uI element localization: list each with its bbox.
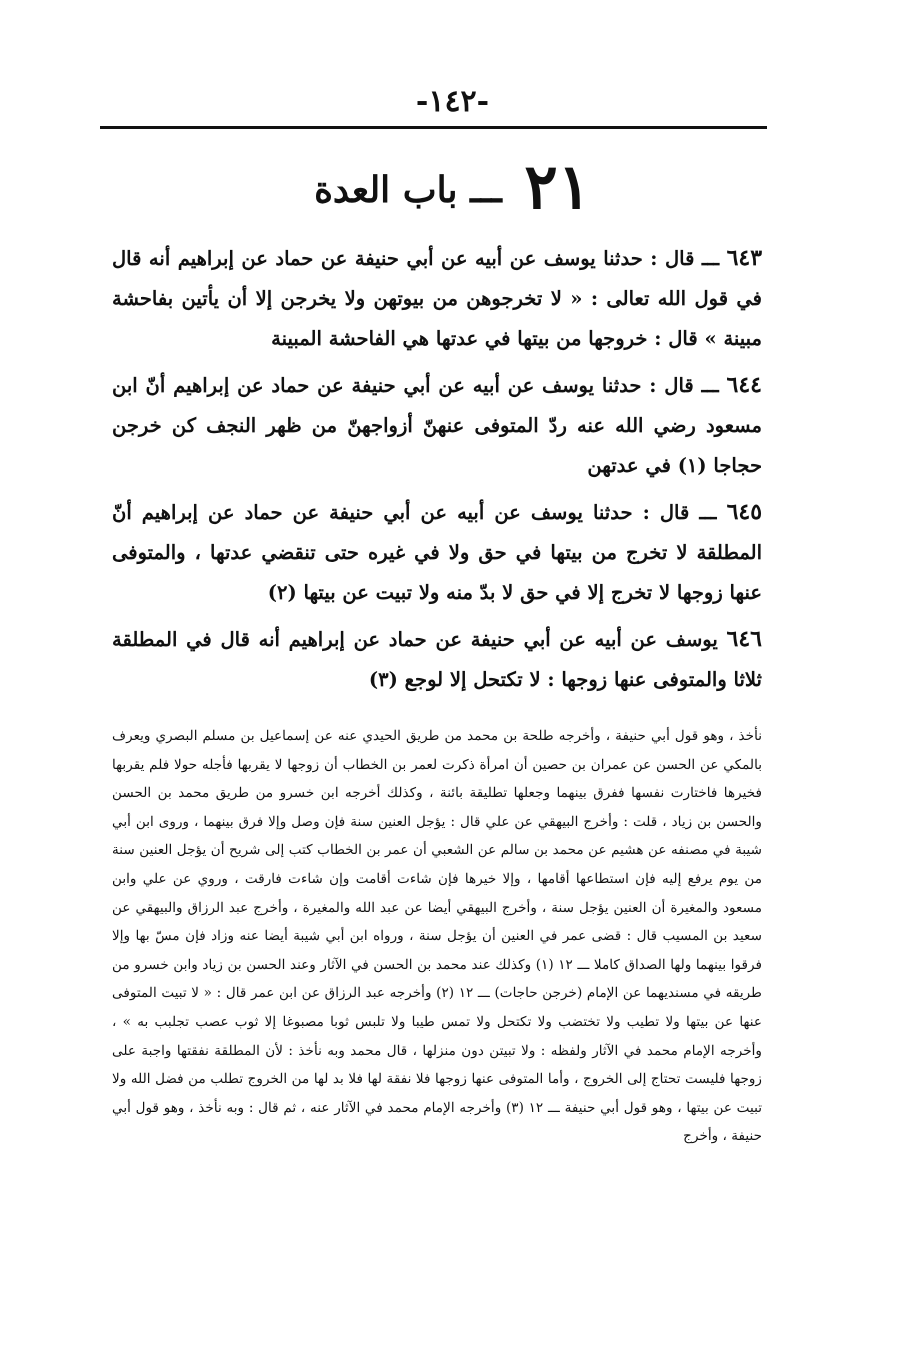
- hadith-text: ـــ قال : حدثنا يوسف عن أبيه عن أبي حنيفة عن حماد عن إبراهيم أنّ ابن مسعود رضي الله عنه ردّ المتوفى عنهنّ أزواجهنّ من ظهر النجف كن خرجن حجاجا (١) في عدتهن: [112, 374, 762, 477]
- hadith-text: ـــ قال : حدثنا يوسف عن أبيه عن أبي حنيفة عن حماد عن إبراهيم أنّ المطلقة لا تخرج من بيتها في حق ولا في غيره حتى تنقضي عدتها ، والمتوفى عنها زوجها لا تخرج إلا في حق لا بدّ منه ولا تبيت عن بيتها (٢): [112, 501, 762, 604]
- header-rule: [100, 126, 767, 129]
- hadith-number: ٦٤٤: [726, 372, 762, 398]
- hadith-item: [112, 365, 762, 486]
- page-number: -١٤٢-: [415, 84, 490, 119]
- hadith-text: يوسف عن أبيه عن أبي حنيفة عن حماد عن إبراهيم أنه قال في المطلقة ثلاثا والمتوفى عنها زوجها : لا تكتحل إلا لوجع (٣): [112, 628, 762, 691]
- chapter-title: باب العدة: [314, 169, 458, 211]
- chapter-heading: [0, 150, 905, 223]
- chapter-number: ٢١: [524, 150, 591, 223]
- hadith-item: [112, 619, 762, 700]
- hadith-text: ـــ قال : حدثنا يوسف عن أبيه عن أبي حنيفة عن حماد عن إبراهيم أنه قال في قول الله تعالى : « لا تخرجوهن من بيوتهن ولا يخرجن إلا أن يأتين بفاحشة مبينة » قال : خروجها من بيتها في عدتها هي الفاحشة المبينة: [112, 247, 762, 350]
- footnotes-text: نأخذ ، وهو قول أبي حنيفة ، وأخرجه طلحة بن محمد من طريق الحيدي عنه عن إسماعيل بن مسلم البصري ويعرف بالمكي عن الحسن عن عمران بن حصين أن امرأة ذكرت لعمر بن الخطاب أن زوجها لا يقربها فأجله حولا فلم يقربها فخيرها فاختارت نفسها ففرق بينهما وجعلها تطليقة بائنة ، وكذلك أخرجه ابن خسرو من طريق محمد بن الحسن والحسن بن زياد ، قلت : وأخرج البيهقي عن علي قال : يؤجل العنين سنة فإن وصل وإلا فرق بينهما ، وروى ابن أبي شيبة في مصنفه عن هشيم عن محمد بن سالم عن الشعبي أن عمر بن الخطاب كتب إلى شريح أن يؤجل العنين سنة من يوم يرفع إليه فإن استطاعها أقامها ، وإلا خيرها فإن شاءت أقامت وإن شاءت فارقت ، وروي عن علي وابن مسعود والمغيرة أن العنين يؤجل سنة ، وأخرج البيهقي أيضا عن عبد الله والمغيرة ، وأخرج عبد الرزاق والبيهقي عن سعيد بن المسيب قال : قضى عمر في العنين أن يؤجل سنة ، ورواه ابن أبي شيبة أيضا عنه وزاد فإن مسّ بها وإلا فرقوا بينهما ولها الصداق كاملا ـــ ١٢ (١) وكذلك عند محمد بن الحسن في الآثار وعند الحسن بن زياد وابن خسرو من طريقه في مسنديهما عن الإمام (خرجن حاجات) ـــ ١٢ (٢) وأخرجه عبد الرزاق عن ابن عمر قال : « لا تبيت المتوفى عنها عن بيتها ولا تطيب ولا تختضب ولا تكتحل ولا تمس طيبا ولا تلبس ثوبا مصبوغا إلا ثوب عصب تجلبب به » ، وأخرجه الإمام محمد في الآثار ولفظه : ولا تبيتن دون منزلها ، قال محمد وبه نأخذ : لأن المطلقة نفقتها واجبة على زوجها فليست تحتاج إلى الخروج ، وأما المتوفى عنها زوجها فلا نفقة لها فلا بد لها من الخروج تطلب من فضل الله ولا تبيت عن بيتها ، وهو قول أبي حنيفة ـــ ١٢ (٣) وأخرجه الإمام محمد في الآثار عنه ، ثم قال : وبه نأخذ ، وهو قول أبي حنيفة ، وأخرج: [112, 728, 763, 1145]
- footnotes: [112, 722, 762, 1151]
- hadith-item: [112, 238, 762, 359]
- hadith-number: ٦٤٦: [726, 626, 762, 652]
- hadith-item: [112, 492, 762, 613]
- chapter-separator: ـــ: [470, 169, 502, 211]
- hadith-list: [112, 238, 762, 706]
- hadith-number: ٦٤٥: [726, 499, 763, 525]
- hadith-number: ٦٤٣: [726, 245, 763, 271]
